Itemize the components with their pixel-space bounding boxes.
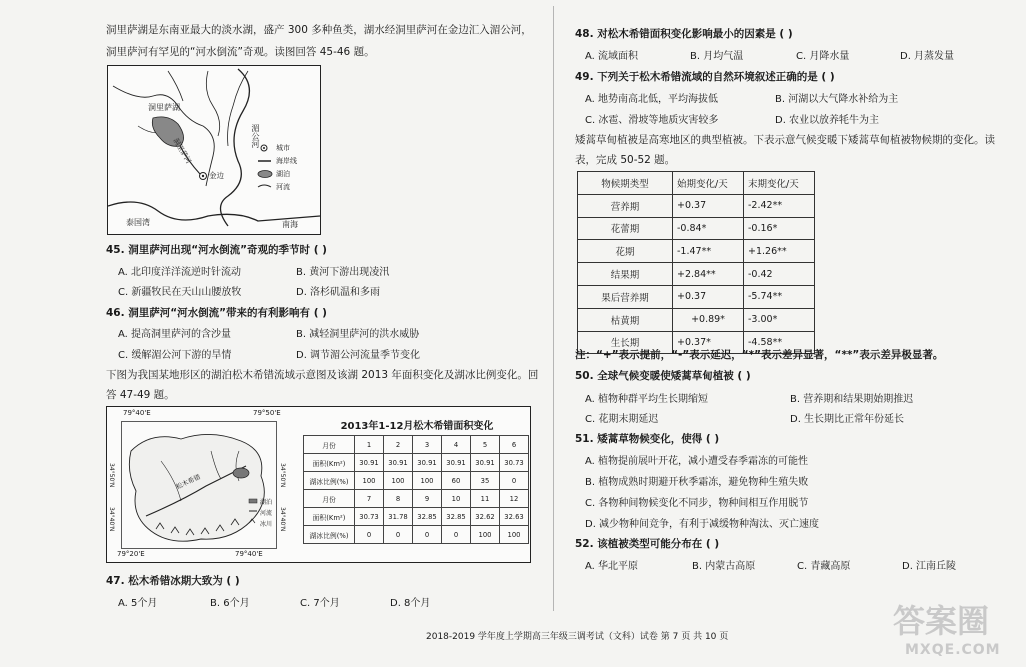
q45-stem: 45. 洞里萨河出现“河水倒流”奇观的季节时 ( ) (106, 244, 327, 256)
area-cell: 32.85 (413, 508, 442, 526)
intro-47-49-line2: 答 47-49 题。 (106, 389, 175, 401)
legend-lake: 湖泊 (276, 170, 290, 178)
q48-option-c: C. 月降水量 (796, 51, 850, 62)
phenology-row (578, 240, 815, 263)
q46-option-b: B. 减轻洞里萨河的洪水威胁 (296, 329, 420, 340)
area-cell: 32.85 (442, 508, 471, 526)
area-cell: 100 (471, 526, 500, 544)
area-cell: 4 (442, 436, 471, 454)
intro-50-52-line2: 表，完成 50-52 题。 (575, 154, 676, 166)
area-cell: 7 (355, 490, 384, 508)
phenology-header: 末期变化/天 (744, 172, 815, 195)
lake-basin-figure (106, 406, 531, 563)
area-cell: 60 (442, 472, 471, 490)
phenology-cell: -3.00* (744, 308, 815, 331)
area-cell: 100 (500, 526, 529, 544)
phenology-row (578, 308, 815, 331)
phenology-cell: -2.42** (744, 194, 815, 217)
area-cell: 30.73 (500, 454, 529, 472)
south-sea-label: 南海 (282, 220, 298, 229)
q49-option-c: C. 冰雹、滑坡等地质灾害较多 (585, 115, 719, 126)
area-cell: 11 (471, 490, 500, 508)
q48-stem: 48. 对松木希错面积变化影响最小的因素是 ( ) (575, 28, 793, 40)
phenology-cell: +0.89* (673, 308, 744, 331)
area-table-row (304, 472, 529, 490)
bottom-lon-1: 79°20'E (117, 550, 145, 558)
phenology-cell: -1.47** (673, 240, 744, 263)
area-cell: 32.63 (500, 508, 529, 526)
area-cell: 5 (471, 436, 500, 454)
area-table-row (304, 436, 529, 454)
area-cell: 10 (442, 490, 471, 508)
legend-lake-2: 湖泊 (260, 499, 273, 506)
intro-45-46-line1: 洞里萨湖是东南亚最大的淡水湖，盛产 300 多种鱼类，湖水经洞里萨河在金边汇入湄公河， (106, 24, 532, 36)
area-table-row (304, 526, 529, 544)
area-cell: 月份 (304, 436, 355, 454)
phenology-cell: +1.26** (744, 240, 815, 263)
q49-option-a: A. 地势南高北低，平均海拔低 (585, 94, 719, 105)
area-cell: 100 (413, 472, 442, 490)
phenology-row (578, 263, 815, 286)
q52-option-b: B. 内蒙古高原 (692, 561, 756, 572)
phenology-cell: +0.37 (673, 194, 744, 217)
area-cell: 面积(Km²) (304, 454, 355, 472)
q50-option-c: C. 花期末期延迟 (585, 414, 659, 425)
legend-coast: 海岸线 (276, 157, 297, 165)
legend-glacier: 冰川 (260, 521, 273, 528)
phenology-cell: 花期 (578, 240, 673, 263)
area-table-title: 2013年1-12月松木希错面积变化 (340, 421, 494, 432)
area-cell: 30.91 (413, 454, 442, 472)
phenology-cell: 结果期 (578, 263, 673, 286)
q48-option-d: D. 月蒸发量 (900, 51, 955, 62)
legend-city: 城市 (276, 144, 290, 152)
table-note: 注：“+”表示提前，“-”表示延迟，“*”表示差异显著，“**”表示差异极显著。 (575, 349, 944, 361)
area-cell: 面积(Km²) (304, 508, 355, 526)
phenology-cell: 花蕾期 (578, 217, 673, 240)
q52-option-d: D. 江南丘陵 (902, 561, 957, 572)
phenology-cell: -0.16* (744, 217, 815, 240)
lake-label: 洞里萨湖 (148, 103, 180, 112)
q45-option-a: A. 北印度洋洋流逆时针流动 (118, 267, 242, 278)
area-cell: 0 (355, 526, 384, 544)
q52-stem: 52. 该植被类型可能分布在 ( ) (575, 538, 720, 550)
legend-river-2: 河流 (260, 510, 273, 517)
intro-45-46-line2: 洞里萨河有罕见的“河水倒流”奇观。读图回答 45-46 题。 (106, 46, 375, 58)
page-footer: 2018-2019 学年度上学期高三年级三调考试（文科）试卷 第 7 页 共 10 页 (426, 632, 729, 642)
area-cell: 30.91 (355, 454, 384, 472)
q46-option-c: C. 缓解湄公河下游的旱情 (118, 350, 232, 361)
phenology-cell: 果后营养期 (578, 285, 673, 308)
q48-option-a: A. 流域面积 (585, 51, 639, 62)
q50-option-a: A. 植物种群平均生长期缩短 (585, 394, 709, 405)
column-divider (553, 6, 554, 611)
top-lon-1: 79°40'E (123, 409, 151, 417)
q52-option-c: C. 青藏高原 (797, 561, 851, 572)
top-lon-2: 79°50'E (253, 409, 281, 417)
area-cell: 30.91 (442, 454, 471, 472)
phenology-cell: 枯黄期 (578, 308, 673, 331)
q49-option-d: D. 农业以放养牦牛为主 (775, 115, 880, 126)
q51-option-a: A. 植物提前展叶开花，减小遭受春季霜冻的可能性 (585, 456, 809, 467)
watermark-logo: 答案圈 (893, 602, 990, 640)
area-cell: 32.62 (471, 508, 500, 526)
phenology-header: 始期变化/天 (673, 172, 744, 195)
thai-bay-label: 泰国湾 (126, 218, 150, 227)
q45-option-d: D. 洛杉矶温和多雨 (296, 287, 381, 298)
q51-option-c: C. 各物种间物候变化不同步，物种间相互作用脱节 (585, 498, 809, 509)
q46-option-d: D. 调节湄公河流量季节变化 (296, 350, 421, 361)
area-cell: 9 (413, 490, 442, 508)
q46-option-a: A. 提高洞里萨河的含沙量 (118, 329, 232, 340)
area-table-row (304, 490, 529, 508)
q46-stem: 46. 洞里萨河“河水倒流”带来的有利影响有 ( ) (106, 307, 327, 319)
mekong-label: 湄公河 (251, 124, 260, 148)
q47-option-a: A. 5个月 (118, 598, 158, 609)
city-label: 金边 (209, 171, 224, 180)
phenology-row (578, 285, 815, 308)
left-lat-1: 34°50'N (108, 463, 115, 488)
area-cell: 0 (442, 526, 471, 544)
area-cell: 0 (384, 526, 413, 544)
phenology-row (578, 194, 815, 217)
q50-option-d: D. 生长期比正常年份延长 (790, 414, 905, 425)
area-cell: 6 (500, 436, 529, 454)
phenology-header-row (578, 172, 815, 195)
q51-stem: 51. 矮蒿草物候变化，使得 ( ) (575, 433, 720, 445)
basin-river-label: 松木希错 (174, 472, 202, 492)
area-cell: 8 (384, 490, 413, 508)
area-table (303, 435, 529, 544)
area-cell: 30.91 (384, 454, 413, 472)
phenology-header: 物候期类型 (578, 172, 673, 195)
area-cell: 30.73 (355, 508, 384, 526)
area-cell: 0 (500, 472, 529, 490)
phenology-table (577, 171, 815, 354)
intro-47-49-line1: 下图为我国某地形区的湖泊松木希错流域示意图及该湖 2013 年面积变化及湖冰比例变化。回 (106, 369, 539, 381)
lake-basin-map (121, 421, 277, 549)
area-cell: 3 (413, 436, 442, 454)
watermark-url: MXQE.COM (905, 642, 1001, 658)
phenology-cell: +2.84** (673, 263, 744, 286)
q45-option-c: C. 新疆牧民在天山山腰放牧 (118, 287, 242, 298)
q47-option-b: B. 6个月 (210, 598, 250, 609)
tonle-sap-map (107, 65, 321, 235)
area-cell: 月份 (304, 490, 355, 508)
right-lat-1: 34°50'N (279, 463, 286, 488)
phenology-cell: 营养期 (578, 194, 673, 217)
q49-stem: 49. 下列关于松木希错流域的自然环境叙述正确的是 ( ) (575, 71, 835, 83)
q51-option-d: D. 减少物种间竞争，有利于减缓物种淘汰、灭亡速度 (585, 519, 820, 530)
area-cell: 0 (413, 526, 442, 544)
area-cell: 100 (384, 472, 413, 490)
area-table-row (304, 508, 529, 526)
area-cell: 湖冰比例(%) (304, 526, 355, 544)
q47-option-d: D. 8个月 (390, 598, 431, 609)
area-cell: 35 (471, 472, 500, 490)
q50-stem: 50. 全球气候变暖使矮蒿草甸植被 ( ) (575, 370, 751, 382)
area-cell: 12 (500, 490, 529, 508)
phenology-cell: -4.58** (744, 331, 815, 354)
left-lat-2: 34°40'N (108, 507, 115, 532)
right-lat-2: 34°40'N (279, 507, 286, 532)
phenology-cell: -0.42 (744, 263, 815, 286)
phenology-cell: -5.74** (744, 285, 815, 308)
intro-50-52-line1: 矮蒿草甸植被是高寒地区的典型植被。下表示意气候变暖下矮蒿草甸植被物候期的变化。读 (575, 134, 995, 146)
bottom-lon-2: 79°40'E (235, 550, 263, 558)
q47-stem: 47. 松木希错冰期大致为 ( ) (106, 575, 240, 587)
q45-option-b: B. 黄河下游出现凌汛 (296, 267, 390, 278)
q52-option-a: A. 华北平原 (585, 561, 639, 572)
area-cell: 2 (384, 436, 413, 454)
q50-option-b: B. 营养期和结果期始期推迟 (790, 394, 914, 405)
phenology-cell: -0.84* (673, 217, 744, 240)
phenology-cell: +0.37 (673, 285, 744, 308)
area-cell: 100 (355, 472, 384, 490)
area-table-row (304, 454, 529, 472)
river-label: 洞里萨河 (171, 136, 193, 166)
area-cell: 31.78 (384, 508, 413, 526)
area-cell: 湖冰比例(%) (304, 472, 355, 490)
phenology-cell: 生长期 (578, 331, 673, 354)
phenology-cell: +0.37* (673, 331, 744, 354)
area-cell: 30.91 (471, 454, 500, 472)
q48-option-b: B. 月均气温 (690, 51, 744, 62)
legend-river: 河流 (276, 183, 290, 191)
phenology-row (578, 217, 815, 240)
q49-option-b: B. 河湖以大气降水补给为主 (775, 94, 899, 105)
area-cell: 1 (355, 436, 384, 454)
q47-option-c: C. 7个月 (300, 598, 340, 609)
q51-option-b: B. 植物成熟时期避开秋季霜冻，避免物种生殖失败 (585, 477, 809, 488)
